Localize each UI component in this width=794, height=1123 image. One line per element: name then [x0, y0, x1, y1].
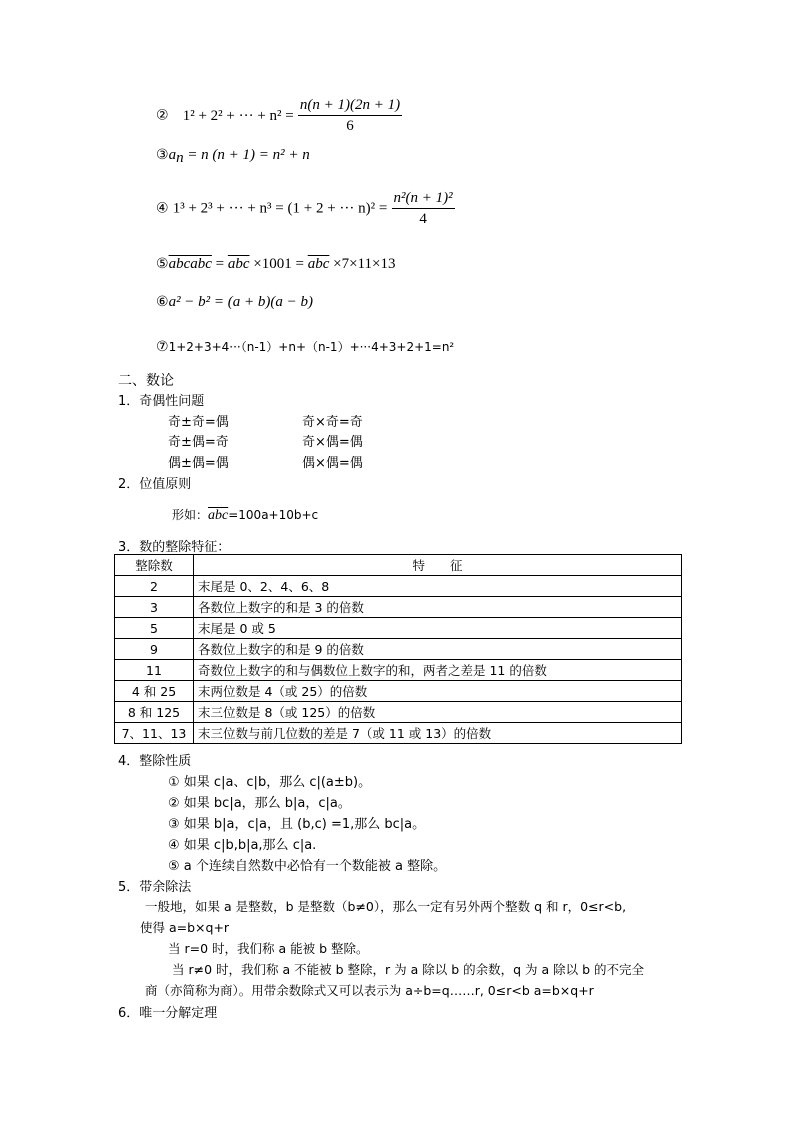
table-header: 整除数	[115, 555, 194, 576]
table-cell-divisor: 5	[115, 618, 194, 639]
fraction-denominator: 4	[419, 211, 427, 227]
parity-rule: 奇×奇=奇	[302, 415, 363, 430]
table-cell-divisor: 9	[115, 639, 194, 660]
formula-sum-of-squares	[156, 97, 402, 135]
remainder-paragraph-line: 当 r≠0 时，我们称 a 不能被 b 整除，r 为 a 除以 b 的余数，q 为 a 除以 b 的不完全	[172, 962, 644, 977]
place-value-example	[172, 506, 318, 524]
formula-label: ⑤	[156, 256, 169, 272]
formula-lhs: 1² + 2² + ··· + n² =	[182, 107, 294, 124]
parity-rule: 奇±偶=奇	[168, 435, 229, 450]
formula-term: a	[168, 147, 177, 163]
property-item: ① 如果 c|a、c|b，那么 c|(a±b)。	[168, 775, 372, 790]
table-cell-feature: 各数位上数字的和是 9 的倍数	[194, 639, 682, 660]
parity-rule: 偶×偶=偶	[302, 456, 363, 471]
example-prefix: 形如：	[172, 508, 209, 522]
overline-abc: $\overline{abc}$	[208, 508, 229, 523]
table-cell-divisor: 4 和 25	[115, 681, 194, 702]
formula-label: ②	[156, 107, 169, 124]
table-cell-divisor: 2	[115, 576, 194, 597]
formula-label: ③	[156, 147, 169, 163]
formula-abcabc	[156, 256, 395, 273]
subsection-heading-parity: 1．奇偶性问题	[118, 394, 205, 409]
parity-rule: 偶±偶=偶	[168, 456, 229, 471]
example-expansion: =100a+10b+c	[228, 508, 319, 522]
table-row	[115, 639, 682, 660]
parity-rule: 奇±奇=偶	[168, 415, 229, 430]
formula-expression: a² − b² = (a + b)(a − b)	[168, 294, 314, 310]
formula-expression: = n (n + 1) = n² + n	[183, 147, 310, 163]
property-item: ⑤ a 个连续自然数中必恰有一个数能被 a 整除。	[168, 859, 447, 874]
formula-factors: ×7×11×13	[329, 256, 396, 272]
subsection-heading-divisibility: 3．数的整除特征：	[118, 540, 231, 555]
formula-fraction	[392, 190, 455, 228]
overline-abc: $\overline{abc}$	[227, 256, 250, 272]
table-row	[115, 660, 682, 681]
table-row	[115, 681, 682, 702]
remainder-paragraph-line: 使得 a=b×q+r	[140, 920, 230, 935]
table-row	[115, 597, 682, 618]
overline-abc: $\overline{abc}$	[307, 256, 330, 272]
table-cell-feature: 末尾是 0、2、4、6、8	[194, 576, 682, 597]
subsection-heading-place-value: 2．位值原则	[118, 477, 192, 492]
table-header: 特 征	[194, 555, 682, 576]
table-row	[115, 723, 682, 744]
table-cell-feature: 末三位数是 8（或 125）的倍数	[194, 702, 682, 723]
table-row	[115, 576, 682, 597]
table-cell-feature: 末尾是 0 或 5	[194, 618, 682, 639]
table-cell-feature: 各数位上数字的和是 3 的倍数	[194, 597, 682, 618]
table-cell-divisor: 8 和 125	[115, 702, 194, 723]
parity-rule: 奇×偶=偶	[302, 435, 363, 450]
formula-label: ⑦	[156, 339, 169, 355]
fraction-denominator: 6	[346, 118, 354, 134]
table-cell-divisor: 7、11、13	[115, 723, 194, 744]
divisibility-table	[114, 554, 682, 744]
formula-symmetric-sum	[156, 338, 454, 355]
formula-times-1001: ×1001 =	[249, 256, 308, 272]
formula-subscript: n	[176, 150, 184, 166]
formula-label: ⑥	[156, 294, 169, 310]
remainder-paragraph-line: 一般地，如果 a 是整数，b 是整数（b≠0），那么一定有另外两个整数 q 和 r，0≤r<b,	[145, 899, 627, 914]
property-item: ② 如果 bc|a，那么 b|a，c|a。	[168, 796, 351, 811]
table-cell-divisor: 3	[115, 597, 194, 618]
table-row	[115, 618, 682, 639]
fraction-numerator: n²(n + 1)²	[392, 190, 455, 209]
remainder-paragraph-line: 当 r=0 时，我们称 a 能被 b 整除。	[168, 941, 369, 956]
overline-abcabc: abcabc	[168, 256, 212, 272]
formula-expression: 1+2+3+4···（n-1）+n+（n-1）+···4+3+2+1=n²	[168, 340, 455, 354]
table-header-row	[115, 555, 682, 576]
property-item: ③ 如果 b|a，c|a，且 (b,c) =1,那么 bc|a。	[168, 817, 426, 832]
table-cell-feature: 末三位数与前几位数的差是 7（或 11 或 13）的倍数	[194, 723, 682, 744]
table-cell-feature: 末两位数是 4（或 25）的倍数	[194, 681, 682, 702]
formula-sum-of-cubes	[156, 190, 455, 228]
subsection-heading-properties: 4．整除性质	[118, 754, 192, 769]
formula-label: ④	[156, 200, 169, 217]
remainder-paragraph-line: 商（亦简称为商）。用带余数除式又可以表示为 a÷b=q……r, 0≤r<b a=b×q+r	[145, 983, 594, 998]
table-row	[115, 702, 682, 723]
fraction-numerator: n(n + 1)(2n + 1)	[298, 97, 402, 116]
formula-lhs: 1³ + 2³ + ··· + n³ = (1 + 2 + ··· n)² =	[172, 200, 388, 217]
formula-difference-of-squares	[156, 294, 313, 311]
table-cell-feature: 奇数位上数字的和与偶数位上数字的和，两者之差是 11 的倍数	[194, 660, 682, 681]
property-item: ④ 如果 c|b,b|a,那么 c|a.	[168, 838, 317, 853]
formula-fraction	[298, 97, 402, 135]
table-cell-divisor: 11	[115, 660, 194, 681]
subsection-heading-remainder: 5．带余除法	[118, 880, 192, 895]
subsection-heading-factorization: 6．唯一分解定理	[118, 1006, 218, 1021]
formula-equals: =	[211, 256, 228, 272]
formula-an	[156, 147, 310, 167]
section-title: 二、数论	[118, 373, 174, 389]
